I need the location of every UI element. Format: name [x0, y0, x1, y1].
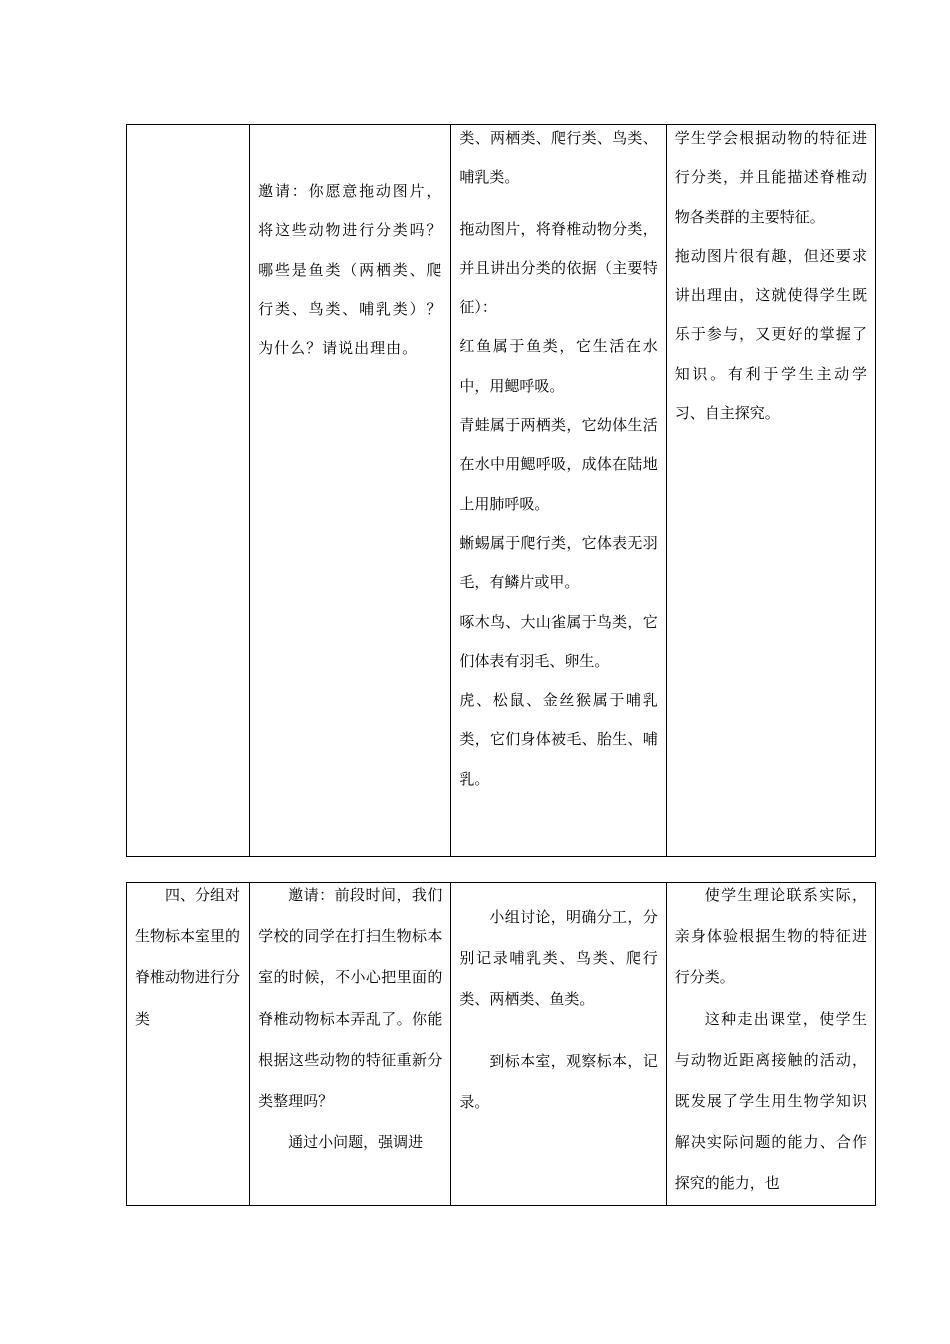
student-activity-paragraph: 虎、松鼠、金丝猴属于哺乳类，它们身体被毛、胎生、哺乳。: [459, 691, 658, 788]
student-activity-paragraph: 类、两栖类、爬行类、鸟类、哺乳类。: [459, 129, 658, 187]
student-activity-paragraph: 青蛙属于两栖类，它幼体生活在水中用鳃呼吸，成体在陆地上用肺呼吸。: [459, 416, 658, 513]
design-intent-cell: [666, 125, 875, 857]
teacher-activity-text: 邀请：你愿意拖动图片，将这些动物进行分类吗？哪些是鱼类（两栖类、爬行类、鸟类、哺乳类）？为什么？请说出理由。: [258, 182, 443, 358]
student-activity-cell: [451, 883, 666, 1206]
student-activity-paragraph: 拖动图片，将脊椎动物分类，并且讲出分类的依据（主要特征）：: [459, 219, 658, 317]
design-intent-paragraph: 拖动图片很有趣，但还要求讲出理由，这就使得学生既乐于参与，又更好的掌握了知识。有利于学生主动学习、自主探究。: [674, 246, 867, 423]
design-intent-cell: [666, 883, 875, 1206]
stage-cell: [127, 125, 250, 857]
student-activity-paragraph: 到标本室，观察标本，记录。: [459, 1051, 658, 1111]
teacher-activity-cell: [250, 125, 451, 857]
stage-text: 四、分组对生物标本室里的脊椎动物进行分类: [135, 886, 241, 1028]
teacher-activity-paragraph: 邀请：前段时间，我们学校的同学在打扫生物标本室的时候，不小心把里面的脊椎动物标本弄乱了。你能根据这些动物的特征重新分类整理吗？: [258, 886, 443, 1111]
design-intent-paragraph: 使学生理论联系实际，亲身体验根据生物的特征进行分类。: [674, 886, 867, 987]
student-activity-paragraph: 蜥蜴属于爬行类，它体表无羽毛，有鳞片或甲。: [459, 533, 658, 592]
student-activity-cell: [451, 125, 666, 857]
student-activity-paragraph: 啄木鸟、大山雀属于鸟类，它们体表有羽毛、卵生。: [459, 612, 658, 670]
design-intent-paragraph: 学生学会根据动物的特征进行分类，并且能描述脊椎动物各类群的主要特征。: [674, 129, 867, 226]
student-activity-paragraph: 红鱼属于鱼类，它生活在水中，用鳃呼吸。: [459, 337, 658, 395]
student-activity-paragraph: 小组讨论，明确分工，分别记录哺乳类、鸟类、爬行类、两栖类、鱼类。: [459, 908, 658, 1009]
lesson-table-section-four: [126, 882, 876, 1206]
lesson-table-continued: [126, 124, 876, 857]
teacher-activity-cell: [250, 883, 451, 1206]
design-intent-paragraph: 这种走出课堂，使学生与动物近距离接触的活动，既发展了学生用生物学知识解决实际问题的能力、合作探究的能力，也: [674, 1009, 867, 1193]
stage-cell: [127, 883, 250, 1206]
teacher-activity-paragraph: 通过小问题，强调进: [288, 1133, 424, 1152]
